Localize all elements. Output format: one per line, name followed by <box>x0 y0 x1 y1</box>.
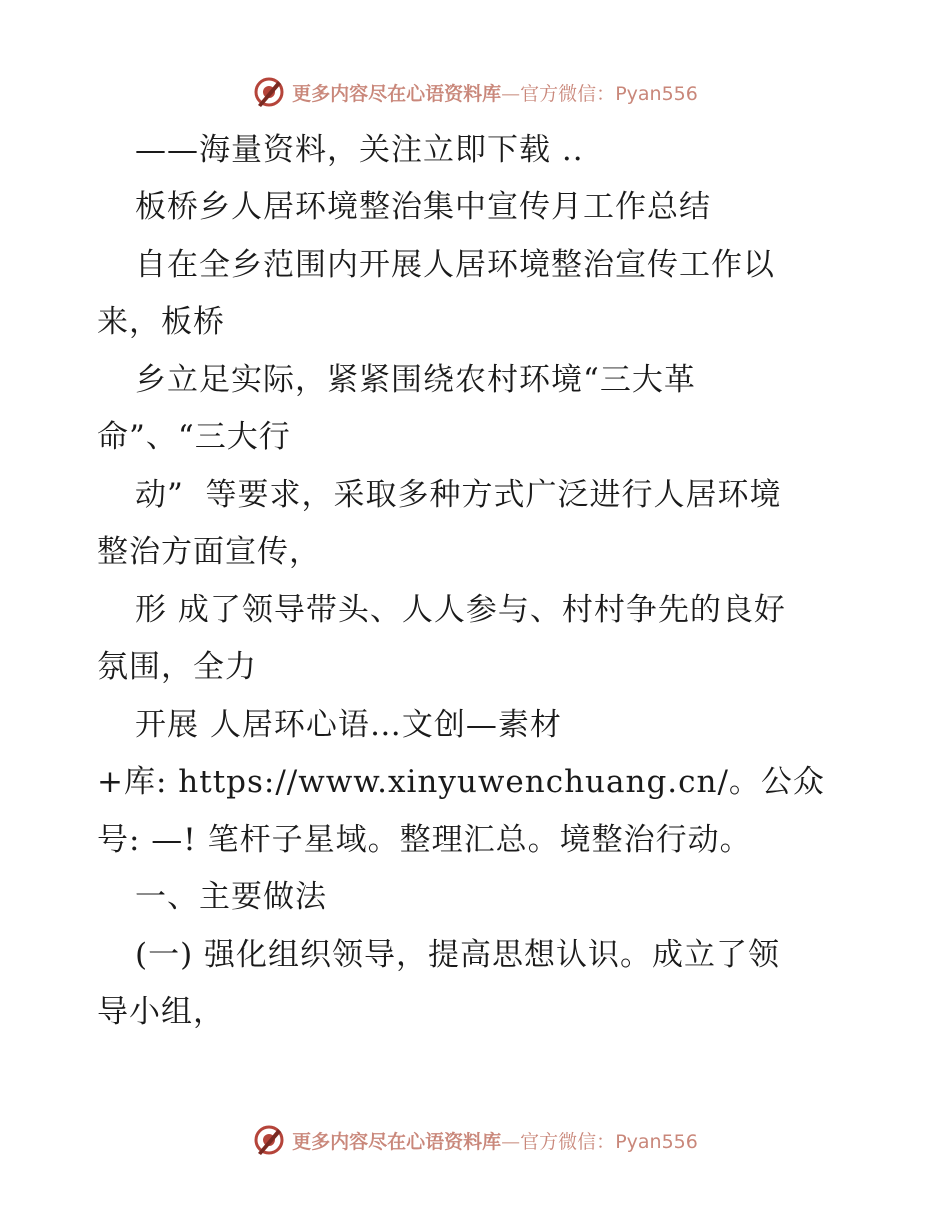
doc-line: 整治方面宣传， <box>97 534 321 570</box>
watermark-official: 官方微信： <box>520 1130 616 1153</box>
doc-line: 导小组， <box>97 994 225 1030</box>
watermark-id: Pyan556 <box>615 1130 698 1153</box>
doc-line: 动” 等要求，采取多种方式广泛进行人居环境 <box>135 477 782 513</box>
watermark-dash: — <box>501 1130 521 1153</box>
watermark-title: 更多内容尽在心语资料库 <box>292 82 502 105</box>
doc-line: (一) 强化组织领导，提高思想认识。成立了领 <box>135 937 781 973</box>
watermark-title: 更多内容尽在心语资料库 <box>292 1130 502 1153</box>
doc-title: 板桥乡人居环境整治集中宣传月工作总结 <box>135 189 711 225</box>
doc-line: 命”、“三大行 <box>97 419 291 455</box>
quill-logo-icon <box>252 1123 286 1157</box>
watermark-text <box>292 1127 698 1154</box>
doc-line: 开展 人居环心语…文创—素材 <box>135 707 562 743</box>
section-heading: 一、主要做法 <box>135 879 327 915</box>
doc-line: 乡立足实际，紧紧围绕农村环境“三大革 <box>135 362 696 398</box>
watermark-dash: — <box>501 82 521 105</box>
watermark-id: Pyan556 <box>615 82 698 105</box>
footer-watermark <box>0 1120 950 1160</box>
doc-line: 自在全乡范围内开展人居环境整治宣传工作以 <box>135 247 775 283</box>
watermark-official: 官方微信： <box>520 82 616 105</box>
doc-line: 来，板桥 <box>97 304 225 340</box>
doc-line: 号: —! 笔杆子星域。整理汇总。境整治行动。 <box>97 822 752 858</box>
doc-line: 氛围，全力 <box>97 649 257 685</box>
doc-line: ——海量资料，关注立即下载 .. <box>135 132 584 168</box>
doc-line: 形 成了领导带头、人人参与、村村争先的良好 <box>135 592 786 628</box>
doc-line-url: +库: https://www.xinyuwenchuang.cn/。公众 <box>97 764 825 800</box>
